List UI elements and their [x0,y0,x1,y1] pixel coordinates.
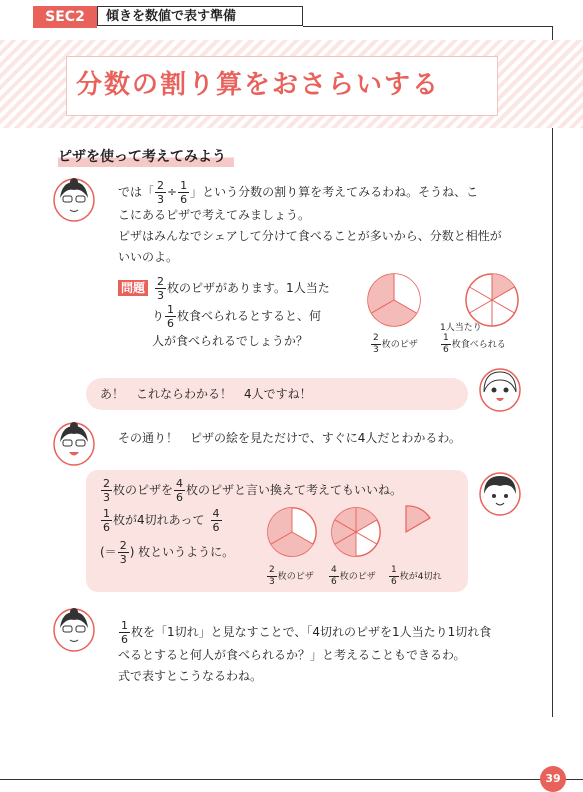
pizza-slice [404,504,438,534]
page-number: 39 [540,766,566,792]
teacher-avatar [52,420,96,468]
small-pizza-label-2: $\frac{4}{6}$ 枚のピザ [331,565,376,587]
pizza-label-1: $\frac{2}{3}$ 枚のピザ [373,333,418,355]
pizza-four-sixths [330,506,382,558]
pizza-label-2-top: 1人当たり [440,323,482,333]
student-girl-avatar [478,366,522,414]
pizza-label-2: $\frac{1}{6}$ 枚食べられる [443,333,506,355]
problem-badge: 問題 [118,280,148,296]
problem-block: 問題 $\frac{2}{3}$ 枚のピザがあります。1人当た り $\frac{1}{6}$ 枚食べられるとすると、何 人が食べられるでしょうか？ [118,276,368,352]
teacher-speech-1: では「 $\frac{2}{3}$ ÷ $\frac{1}{6}$ 」という分数の割り算を考えてみるわね。そうね、こ こにあるピザで考えてみましょう。 ピザはみんなでシェアして分けて食べることが多いから、分数と相性が いいのよ。 [118,179,502,264]
header-bar [0,0,583,32]
fraction: $\frac{1}{6}$ [180,179,188,206]
small-pizza-label-1: $\frac{2}{3}$ 枚のピザ [269,565,314,587]
pizza-two-thirds-small [266,506,318,558]
section-badge: SEC2 [33,6,97,28]
teacher-speech-3: $\frac{1}{6}$ 枚を「1切れ」と見なすことで、「4切れのピザを1人当たり1切れ食 べるとすると何人が食べられるか？」と考えることもできるわ。 式で表すとこうなるわね。 [118,619,492,683]
teacher-avatar [52,176,96,224]
right-margin-line [552,27,553,717]
page-title: 分数の割り算をおさらいする [76,70,441,100]
student-boy-avatar [478,470,522,518]
small-pizza-label-3: $\frac{1}{6}$ 枚が4切れ [391,565,442,587]
footer-line [0,779,583,780]
pizza-two-thirds [366,272,422,328]
teacher-speech-2: その通り！ ピザの絵を見ただけで、すぐに4人だとわかるわ。 [118,431,461,445]
student-speech-2-text: $\frac{2}{3}$ 枚のピザを $\frac{4}{6}$ 枚のピザと言い換えて考えてもいいね。 $\frac{1}{6}$ 枚が4切れあって $\frac{4}{6}$ (＝ $\frac{2}{3}$ ) 枚というように。 [100,477,403,566]
section-title: 傾きを数値で表す準備 [97,6,303,26]
header-line [303,26,553,27]
student-speech-1-text: あ！ これならわかる！ 4人ですね！ [100,387,312,401]
fraction: $\frac{2}{3}$ [157,179,165,206]
subheading: ピザを使って考えてみよう [58,146,234,167]
teacher-avatar [52,606,96,654]
